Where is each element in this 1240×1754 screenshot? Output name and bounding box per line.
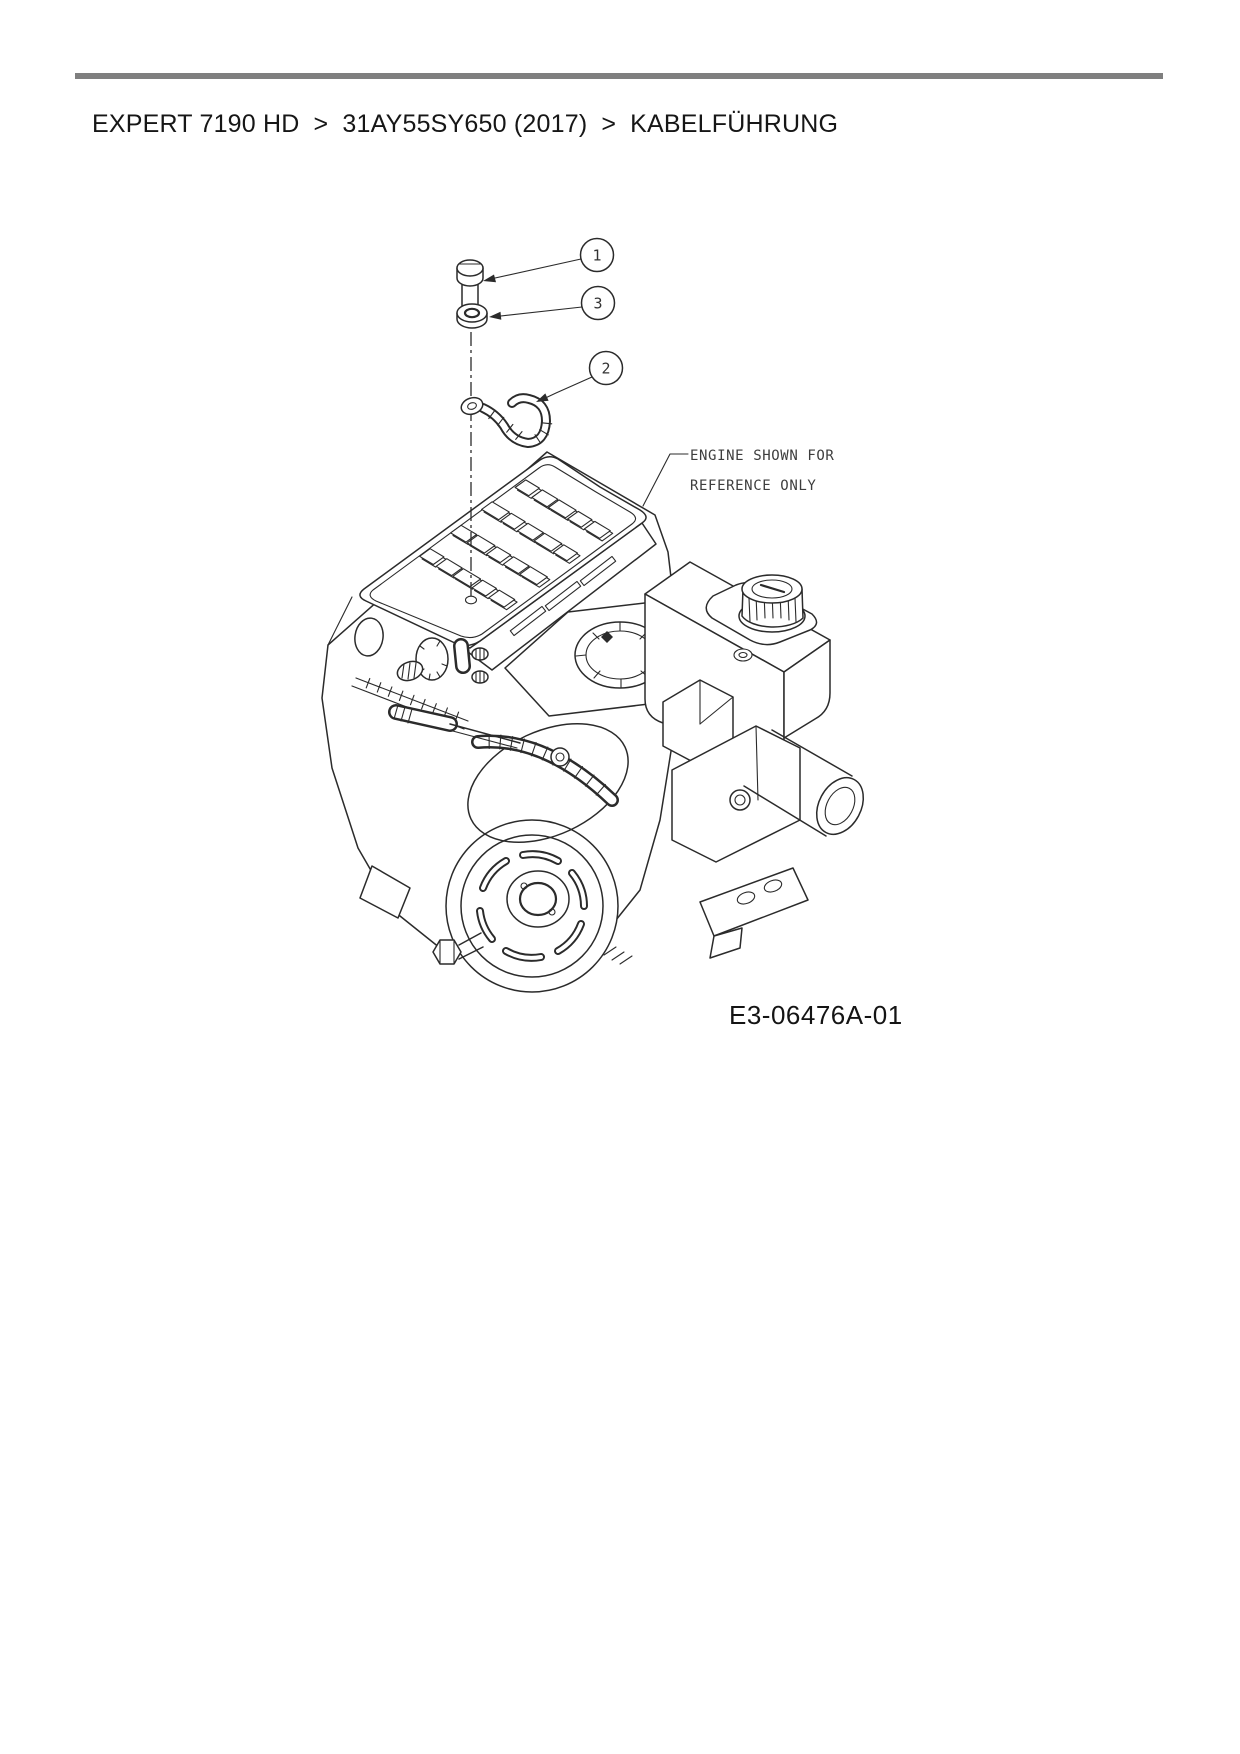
engine-note-line1: ENGINE SHOWN FOR <box>690 448 835 464</box>
arrowhead <box>489 312 501 320</box>
arrowhead <box>483 275 496 283</box>
breadcrumb-item-section[interactable]: KABELFÜHRUNG <box>630 110 839 138</box>
breadcrumb-item-variant[interactable]: 31AY55SY650 (2017) <box>342 110 588 138</box>
fuel-cap <box>739 575 805 632</box>
breadcrumb-item-model[interactable]: EXPERT 7190 HD <box>92 110 300 138</box>
breadcrumb-separator: > <box>601 110 617 138</box>
callout-number-2: 2 <box>601 359 611 378</box>
callout-number-1: 1 <box>592 246 602 265</box>
part-washer <box>457 304 487 328</box>
drawing-code-label: E3-06476A-01 <box>729 1000 903 1030</box>
mounting-hole <box>466 596 477 604</box>
callout-1 <box>483 239 614 283</box>
callouts <box>483 239 623 403</box>
engine-note-line2: REFERENCE ONLY <box>690 478 817 494</box>
note-leader-line <box>643 454 688 506</box>
engine-drawing <box>322 452 873 992</box>
callout-number-3: 3 <box>593 294 603 313</box>
part-cable-guide <box>459 395 552 443</box>
callout-2 <box>536 352 623 403</box>
breadcrumb-separator: > <box>313 110 329 138</box>
callout-3 <box>489 287 615 320</box>
